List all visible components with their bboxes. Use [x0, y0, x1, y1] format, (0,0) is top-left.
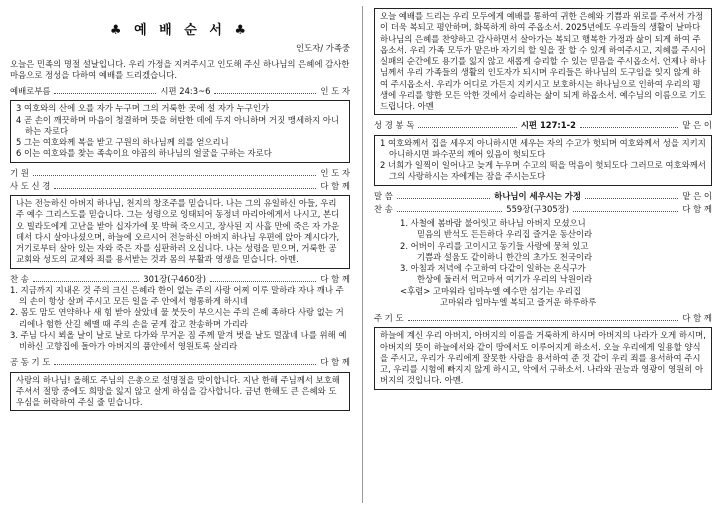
- hymn-line: 고마워라 임마누엘 복되고 즐거운 하루하루: [440, 296, 597, 307]
- leader-dots: [210, 281, 316, 282]
- common-prayer-who: 다 함 께: [320, 357, 350, 368]
- leader-dots: [573, 211, 678, 212]
- sermon-row: [374, 191, 712, 202]
- verse: 6 이는 여호와를 찾는 족속이요 야곱의 하나님의 얼굴을 구하는 자로다: [16, 148, 272, 159]
- leader-dots: [33, 281, 139, 282]
- creed-box: [10, 195, 350, 269]
- hymn-verse: 3. 주님 다시 뵈올 날이 날로 날로 다가와 무거운 짐 주께 맡겨 벗을 날도 멀잖네 나를 위해 예비하신 고향집에 돌아가 아버지의 품안에서 영원토록 살리라: [10, 329, 347, 352]
- hymn2-who: 다 함 께: [682, 203, 713, 214]
- leader-dots: [397, 198, 490, 199]
- sermon-who: 맡 은 이: [682, 190, 712, 201]
- hymn-line: <후렴> 고마워라 임마누엘 예수만 섬기는 우리집: [400, 285, 582, 296]
- creed-text: 나는 전능하신 아버지 하나님, 천지의 창조주를 믿습니다. 나는 그의 유일하신 아들, 우리 주 예수 그리스도를 믿습니다. 그는 성령으로 잉태되어 동정녀 마리아에게서 나시고, 본디오 빌라도에게 고난을 받아 십자가에 못 박혀 죽으시고, 장사된 지 사흘 만에 죽은 자 가운데서 다시 살아나셨으며, 하늘에 오르시어 전능하신 아버지 하나님 우편에 앉아 계시다가, 거기로부터 살아 있는 자와 죽은 자를 심판하러 오십니다. 나는 성령을 믿으며, 거룩한 공교회와 성도의 교제와 죄를 용서받는 것과 몸의 부활과 영생을 믿습니다. 아멘.: [16, 198, 340, 265]
- lords-prayer-text: 하늘에 계신 우리 아버지, 아버지의 이름을 거룩하게 하시며 아버지의 나라가 오게 하시며, 아버지의 뜻이 하늘에서와 같이 땅에서도 이루어지게 하소서. 오늘 우리에게 일용할 양식을 주시고, 우리가 우리에게 잘못한 사람을 용서하여 준 것 같이 우리 죄를 용서하여 주시고, 우리를 시험에 빠지지 않게 하시고, 악에서 구하소서. 나라와 권능과 영광이 영원히 아버지의 것입니다. 아멘.: [380, 330, 706, 386]
- common-prayer-label: 공 동 기 도: [10, 357, 51, 368]
- verse: 1 여호와께서 집을 세우지 아니하시면 세우는 자의 수고가 헛되며 여호와께서 성을 지키지 아니하시면 파수꾼의 깨어 있음이 헛되도다: [380, 137, 706, 159]
- hymn1-row: [10, 274, 350, 285]
- scripture-box: [374, 135, 712, 186]
- hymn-verse: 1. 지금까지 지내온 것 주의 크신 은혜라 한이 없는 주의 사랑 어찌 이루 말하랴 자나 깨나 주의 손이 항상 살펴 주시고 모든 일을 주 안에서 형통하게 하시네: [10, 284, 344, 307]
- leader-dots: [54, 188, 316, 189]
- leader-dots: [418, 127, 516, 128]
- verse: 5 그는 여호와께 복을 받고 구원의 하나님께 의를 얻으리니: [16, 137, 229, 148]
- verse: 2 너희가 일찍이 일어나고 늦게 누우며 수고의 떡을 먹음이 헛되도다 그러므로 여호와께서 그의 사랑하시는 자에게는 잠을 주시는도다: [380, 160, 706, 182]
- lords-prayer-label: 주 기 도: [374, 313, 404, 323]
- call-who: 인 도 자: [320, 86, 350, 97]
- lords-prayer-who: 다 함 께: [682, 313, 712, 323]
- sermon-title: 하나님이 세우시는 가정: [494, 190, 581, 201]
- creed-label: 사 도 신 경: [10, 180, 51, 191]
- lords-prayer-row: [374, 313, 712, 324]
- presider: 인도자/ 가족중: [295, 43, 350, 54]
- hymn1-lyrics: [10, 285, 350, 353]
- sermon-label: 말 씀: [374, 190, 393, 201]
- leader-dots: [54, 93, 156, 94]
- hymn-verse: 2. 몸도 맘도 연약하나 새 힘 받아 살았네 물 붓듯이 부으시는 주의 은혜 족하다 사랑 없는 거리에나 험한 산길 헤맬 때 주의 손을 굳게 잡고 찬송하며 가리라: [10, 307, 344, 329]
- left-column: [10, 8, 350, 411]
- page-title: ♣ 예 배 순 서 ♣: [109, 23, 251, 38]
- verse: 3 여호와의 산에 오를 자가 누구며 그의 거룩한 곳에 설 자가 누구인가: [16, 103, 270, 114]
- invocation-who: 인 도 자: [320, 167, 350, 178]
- leader-dots: [33, 175, 317, 176]
- lords-prayer-box: [374, 327, 712, 389]
- hymn2-label: 찬 송: [374, 203, 393, 214]
- hymn-line: 한상에 둘러서 먹고마셔 여기가 우리의 낙원이라: [417, 274, 593, 285]
- call-label: 예배로부름: [10, 86, 51, 97]
- common-prayer-text: 사랑의 하나님! 올해도 주님의 은총으로 설명절을 맞이합니다. 지난 한해 주님께서 보호해 주셔서 절망 중에도 희망을 잃지 않고 살게 하심을 감사합니다. 금년 한해도 큰 은혜와 도우심을 허락하여 주실 줄 믿습니다.: [16, 374, 340, 408]
- leader-dots: [580, 127, 678, 128]
- call-verses-box: [10, 100, 350, 162]
- hymn1-label: 찬 송: [10, 273, 29, 284]
- verse: 4 곧 손이 깨끗하며 마음이 청결하며 뜻을 허탄한 데에 두지 아니하며 거짓 맹세하지 아니하는 자로다: [16, 114, 340, 136]
- call-ref: 시편 24:3~6: [160, 86, 211, 97]
- common-prayer-cont-text: 오늘 예배를 드리는 우리 모두에게 예배를 통하여 귀한 은혜와 기쁨과 위로를 주셔서 가정이 더욱 복되고 평안하며, 화목하게 하여 주옵소서. 2025년에도 우리들의 생활이 날마다 하나님의 은혜를 찬양하고 감사하면서 살아가는 복되고 행복한 가정과 삶이 되게 하여 주옵소서. 우리 가족 모두가 맡은바 자기의 할 일을 잘 할 수 있게 하여주시고, 지혜를 주시어 실패의 순간에도 용기를 잃지 않고 새롭게 승리할 수 있는 믿음을 주시옵소서. 언제나 하나님께서 우리 가족들의 생활의 인도자가 되시며 우리들은 하나님의 도구임을 잊지 않게 하여 주시옵소서. 우리가 어디로 가든지 지키시고 보호하시는 하나님으로 인하여 우리의 평생에 우리를 향한 모든 악한 것에서 승리하는 삶이 되게 하옵소서. 예수님의 이름으로 기도 드립니다. 아멘: [380, 11, 706, 111]
- creed-who: 다 함 께: [320, 180, 350, 191]
- leader-dots: [54, 364, 316, 365]
- leader-dots: [585, 198, 678, 199]
- hymn-line: 믿음의 반석도 든든하다 우리집 즐거운 동산이라: [417, 229, 593, 240]
- hymn1-who: 다 함 께: [320, 273, 351, 284]
- leader-dots: [397, 211, 502, 212]
- creed-row: [10, 181, 350, 192]
- invocation-label: 기 원: [10, 167, 29, 178]
- leader-dots: [408, 320, 679, 321]
- hymn2-number: 559장(구305장): [506, 203, 570, 214]
- hymn-line: 2. 어버이 우리를 고이시고 동기들 사랑에 뭉쳐 있고: [400, 240, 589, 251]
- common-prayer-box: [10, 372, 350, 412]
- right-column: [374, 8, 712, 390]
- scripture-ref: 시편 127:1-2: [520, 120, 576, 131]
- intro-text: 오늘은 민족의 명절 설날입니다. 우리 가정을 지켜주시고 인도해 주신 하나님의 은혜에 감사한 마음으로 정성을 다하여 예배를 드리겠습니다.: [10, 58, 350, 80]
- scripture-who: 맡 은 이: [682, 120, 712, 131]
- hymn1-number: 301장(구460장): [143, 273, 207, 284]
- scripture-row: [374, 120, 712, 131]
- call-row: [10, 86, 350, 97]
- hymn2-row: [374, 204, 712, 215]
- column-divider: [362, 6, 363, 503]
- common-prayer-cont-box: [374, 8, 712, 115]
- common-prayer-row: [10, 357, 350, 368]
- hymn-line: 3. 아침과 저녁에 수고하여 다같이 일하는 온식구가: [400, 263, 586, 273]
- invocation-row: [10, 168, 350, 179]
- leader-dots: [214, 93, 316, 94]
- hymn2-lyrics: [374, 218, 712, 308]
- hymn-line: 1. 사철에 봄바람 불어잇고 하나님 아버지 모셨으니: [400, 218, 586, 228]
- hymn-line: 기쁨과 설움도 같이하니 한간의 초가도 천국이라: [417, 251, 593, 262]
- scripture-label: 성 경 봉 독: [374, 120, 415, 131]
